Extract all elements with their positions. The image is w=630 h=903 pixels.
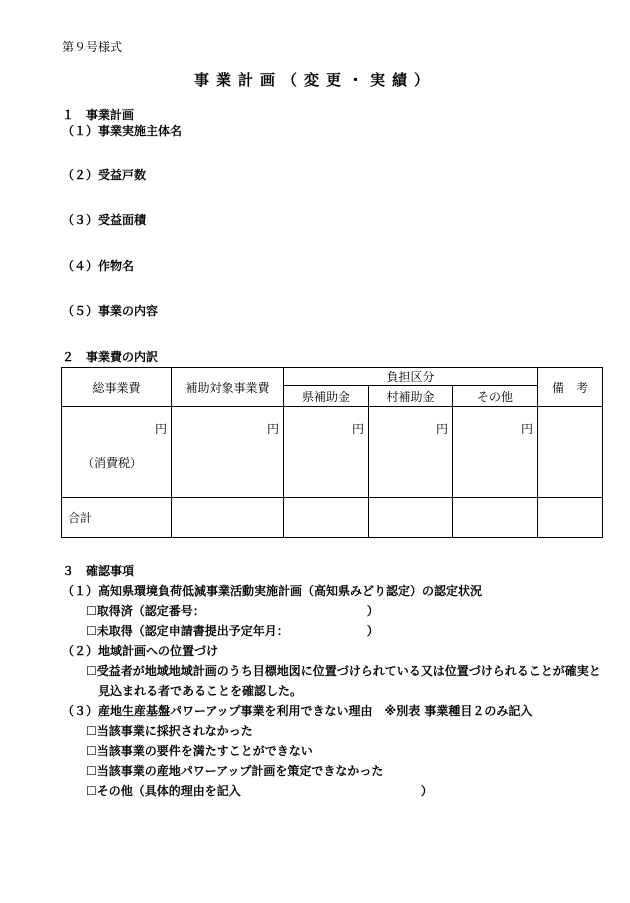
q1-label: （１）高知県環境負荷低減事業活動実施計画（高知県みどり認定）の認定状況 xyxy=(62,584,483,598)
q1-option-not-acquired[interactable] xyxy=(86,622,379,639)
checkbox-icon[interactable]: ☐ xyxy=(86,784,97,798)
header-subsidized-cost: 補助対象事業費 xyxy=(172,368,284,407)
option-label: 当該事業の要件を満たすことができない xyxy=(96,744,313,758)
sum-other[interactable] xyxy=(453,498,538,538)
sum-label: 合計 xyxy=(62,498,172,538)
q3-option-not-adopted[interactable] xyxy=(86,722,253,739)
checkbox-icon[interactable]: ☐ xyxy=(86,624,97,638)
header-prefecture-subsidy: 県補助金 xyxy=(284,386,369,407)
checkbox-icon[interactable]: ☐ xyxy=(86,664,97,678)
page-title: 事業計画（変更・実績） xyxy=(193,71,436,89)
option-label: 当該事業の産地パワーアップ計画を策定できなかった xyxy=(96,764,384,778)
section1-item-area: （３）受益面積 xyxy=(62,213,147,227)
sum-remarks[interactable] xyxy=(538,498,603,538)
section1-item-content: （５）事業の内容 xyxy=(62,304,159,318)
sum-subsidized-cost[interactable] xyxy=(172,498,284,538)
section1-item-entity: （１）事業実施主体名 xyxy=(62,124,183,138)
q2-option-confirmed[interactable] xyxy=(86,662,601,679)
cell-village-subsidy[interactable] xyxy=(369,407,453,498)
header-total-cost: 総事業費 xyxy=(62,368,172,407)
q2-label: （２）地域計画への位置づけ xyxy=(62,644,219,658)
yen-unit: 円 xyxy=(351,422,364,436)
section1-heading: １ 事業計画 xyxy=(62,108,135,122)
option-label: 受益者が地域地域計画のうち目標地図に位置づけられている又は位置づけられることが確実と xyxy=(96,664,601,678)
cell-subsidized-cost[interactable] xyxy=(172,407,284,498)
q3-label: （３）産地生産基盤パワーアップ事業を利用できない理由 ※別表 事業種目２のみ記入 xyxy=(62,704,533,718)
q2-option-confirmed-cont: 見込まれる者であることを確認した。 xyxy=(98,684,303,698)
yen-unit: 円 xyxy=(154,422,167,436)
sum-prefecture-subsidy[interactable] xyxy=(284,498,369,538)
option-label: 当該事業に採択されなかった xyxy=(96,724,253,738)
q3-option-other[interactable] xyxy=(86,782,433,799)
checkbox-icon[interactable]: ☐ xyxy=(86,764,97,778)
checkbox-icon[interactable]: ☐ xyxy=(86,604,97,618)
header-village-subsidy: 村補助金 xyxy=(369,386,453,407)
header-other: その他 xyxy=(453,386,538,407)
q3-option-plan[interactable] xyxy=(86,762,383,779)
yen-unit: 円 xyxy=(266,422,279,436)
yen-unit: 円 xyxy=(521,422,534,436)
cell-total-cost[interactable] xyxy=(62,407,172,498)
checkbox-icon[interactable]: ☐ xyxy=(86,724,97,738)
q1-option-acquired[interactable] xyxy=(86,602,379,619)
option-label: その他（具体的理由を記入 ） xyxy=(96,784,433,798)
option-label: 取得済（認定番号： ） xyxy=(96,604,379,618)
cell-remarks[interactable] xyxy=(538,407,603,498)
yen-unit: 円 xyxy=(435,422,448,436)
checkbox-icon[interactable]: ☐ xyxy=(86,744,97,758)
q3-option-requirements[interactable] xyxy=(86,742,313,759)
header-burden-division: 負担区分 xyxy=(284,368,538,386)
section1-item-households: （２）受益戸数 xyxy=(62,168,147,182)
option-label: 未取得（認定申請書提出予定年月： ） xyxy=(96,624,379,638)
section2-heading: ２ 事業費の内訳 xyxy=(62,350,159,364)
section3-heading: ３ 確認事項 xyxy=(62,564,135,578)
budget-table xyxy=(61,367,603,538)
cell-prefecture-subsidy[interactable] xyxy=(284,407,369,498)
header-remarks: 備 考 xyxy=(538,368,603,407)
sum-village-subsidy[interactable] xyxy=(369,498,453,538)
consumption-tax-label: （消費税） xyxy=(82,456,143,470)
section1-item-crop: （４）作物名 xyxy=(62,259,135,273)
form-number: 第９号様式 xyxy=(62,40,123,54)
cell-other[interactable] xyxy=(453,407,538,498)
